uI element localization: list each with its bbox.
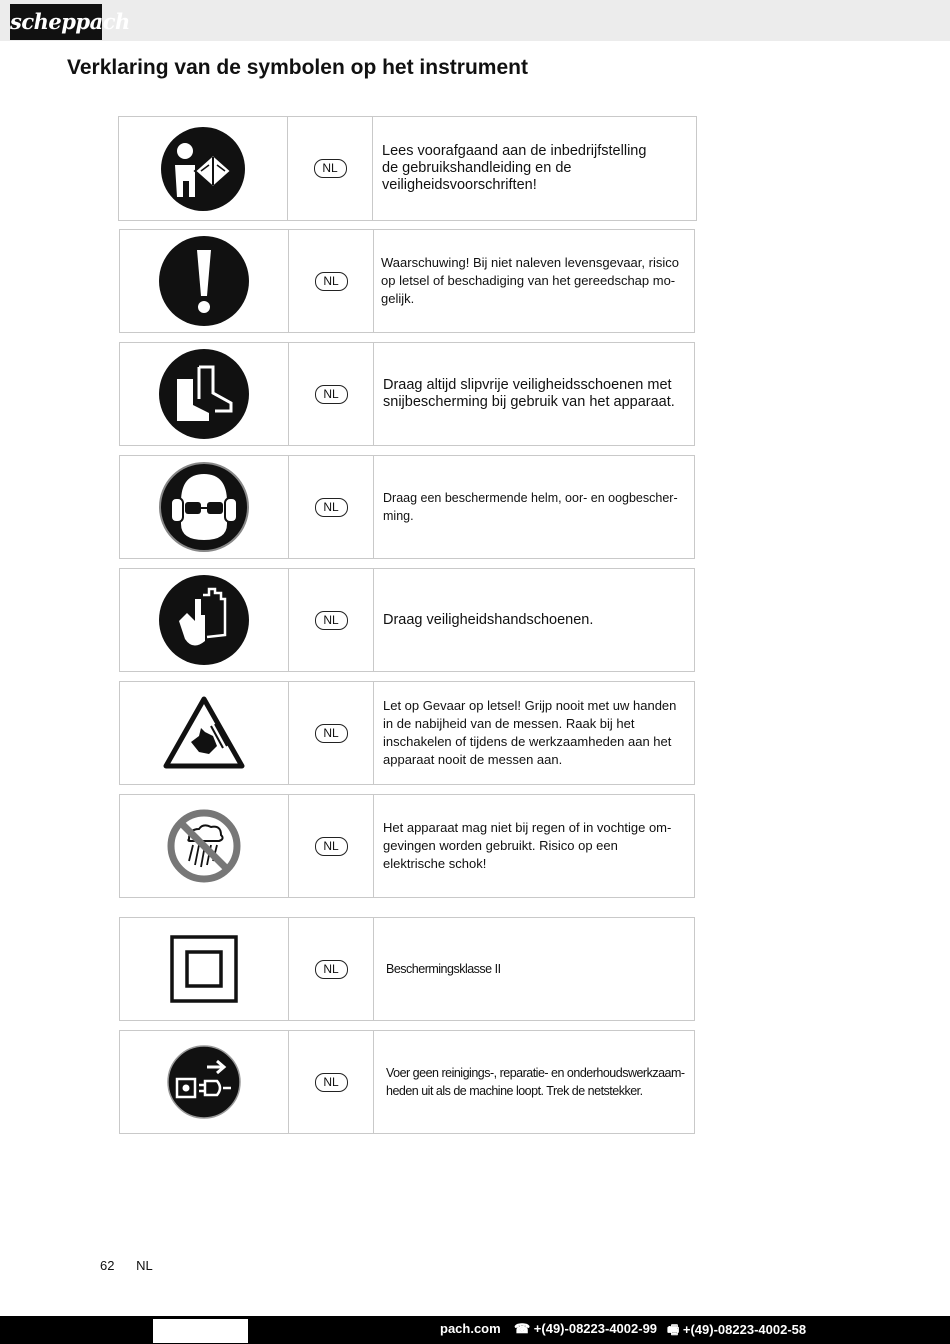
language-cell: [289, 1031, 374, 1133]
page-footer: [100, 1258, 171, 1273]
language-cell: [289, 918, 374, 1020]
language-cell: [289, 569, 374, 671]
description-cell: [383, 682, 686, 784]
description-cell: [381, 230, 686, 332]
symbol-cell: [120, 569, 289, 671]
safety-boots-icon: [159, 349, 249, 439]
language-badge: NL: [315, 724, 348, 743]
website-link[interactable]: pach.com: [440, 1321, 501, 1336]
safety-gloves-icon: [159, 575, 249, 665]
symbol-cell: [120, 682, 289, 784]
language-cell: [289, 456, 374, 558]
symbol-row: [119, 1030, 695, 1134]
language-badge: NL: [315, 611, 348, 630]
helmet-ear-eye-protection-icon: [159, 462, 249, 552]
description-cell: [386, 918, 686, 1020]
symbol-description: Beschermingsklasse II: [386, 962, 501, 976]
language-cell: [289, 795, 374, 897]
language-badge: NL: [315, 960, 348, 979]
symbol-description: Draag een beschermende helm, oor- en oogbescher- ming.: [383, 491, 678, 523]
symbol-description: Draag altijd slipvrije veiligheidsschoenen met snijbescherming bij gebruik van het apparaat.: [383, 377, 675, 410]
language-cell: [289, 343, 374, 445]
white-box: [153, 1319, 248, 1343]
unplug-icon: [167, 1045, 241, 1119]
top-bar: [0, 0, 950, 41]
warning-exclamation-icon: [159, 236, 249, 326]
language-cell: [288, 117, 373, 220]
symbol-description: Waarschuwing! Bij niet naleven levensgevaar, risico op letsel of beschadiging van het gereedschap mo- gelijk.: [381, 255, 679, 306]
scheppach-logo: scheppach: [10, 4, 102, 40]
symbol-row: [118, 116, 697, 221]
symbol-description: Het apparaat mag niet bij regen of in vochtige om- gevingen worden gebruikt. Risico op een elektrische schok!: [383, 820, 672, 871]
symbol-description: Draag veiligheidshandschoenen.: [383, 611, 594, 628]
language-badge: NL: [315, 837, 348, 856]
symbol-cell: [120, 918, 289, 1020]
symbol-row: [119, 794, 695, 898]
symbol-row: [119, 917, 695, 1021]
symbol-row: [119, 681, 695, 785]
page-title: Verklaring van de symbolen op het instrument: [67, 56, 528, 79]
symbol-cell: [120, 230, 289, 332]
symbol-cell: [120, 343, 289, 445]
fax-number: 🖷 +(49)-08223-4002-58: [667, 1322, 807, 1337]
description-cell: [383, 795, 686, 897]
language-badge: NL: [315, 272, 348, 291]
hand-injury-warning-icon: [163, 696, 245, 770]
read-manual-icon: [161, 127, 245, 211]
language-cell: [289, 682, 374, 784]
description-cell: [383, 343, 686, 445]
description-cell: [383, 456, 686, 558]
page-number: 62: [100, 1258, 115, 1273]
language-cell: [289, 230, 374, 332]
phone-number: ☎ +(49)-08223-4002-99: [514, 1321, 658, 1336]
symbol-cell: [120, 456, 289, 558]
language-badge: NL: [315, 498, 348, 517]
symbol-description: Lees voorafgaand aan de inbedrijfstelling de gebruikshandleiding en de veiligheidsvoorschriften!: [382, 143, 647, 193]
no-rain-icon: [167, 809, 241, 883]
page-language: NL: [136, 1258, 153, 1273]
symbol-cell: [120, 795, 289, 897]
symbol-cell: [120, 1031, 289, 1133]
symbol-description: Voer geen reinigings-, reparatie- en onderhoudswerkzaam- heden uit als de machine loopt. Trek de netstekker.: [386, 1066, 685, 1098]
symbol-row: [119, 568, 695, 672]
language-badge: NL: [315, 385, 348, 404]
description-cell: [386, 1031, 686, 1133]
contact-bar: [0, 1316, 950, 1344]
symbol-cell: [119, 117, 288, 220]
description-cell: [382, 117, 688, 220]
language-badge: NL: [314, 159, 347, 178]
symbol-row: [119, 342, 695, 446]
symbol-row: [119, 455, 695, 559]
symbol-description: Let op Gevaar op letsel! Grijp nooit met uw handen in de nabijheid van de messen. Raak bij het inschakelen of tijdens de werkzaamheden aan het apparaat nooit de messen aan.: [383, 698, 677, 767]
protection-class-2-icon: [170, 935, 238, 1003]
language-badge: NL: [315, 1073, 348, 1092]
symbol-row: [119, 229, 695, 333]
description-cell: [383, 569, 686, 671]
